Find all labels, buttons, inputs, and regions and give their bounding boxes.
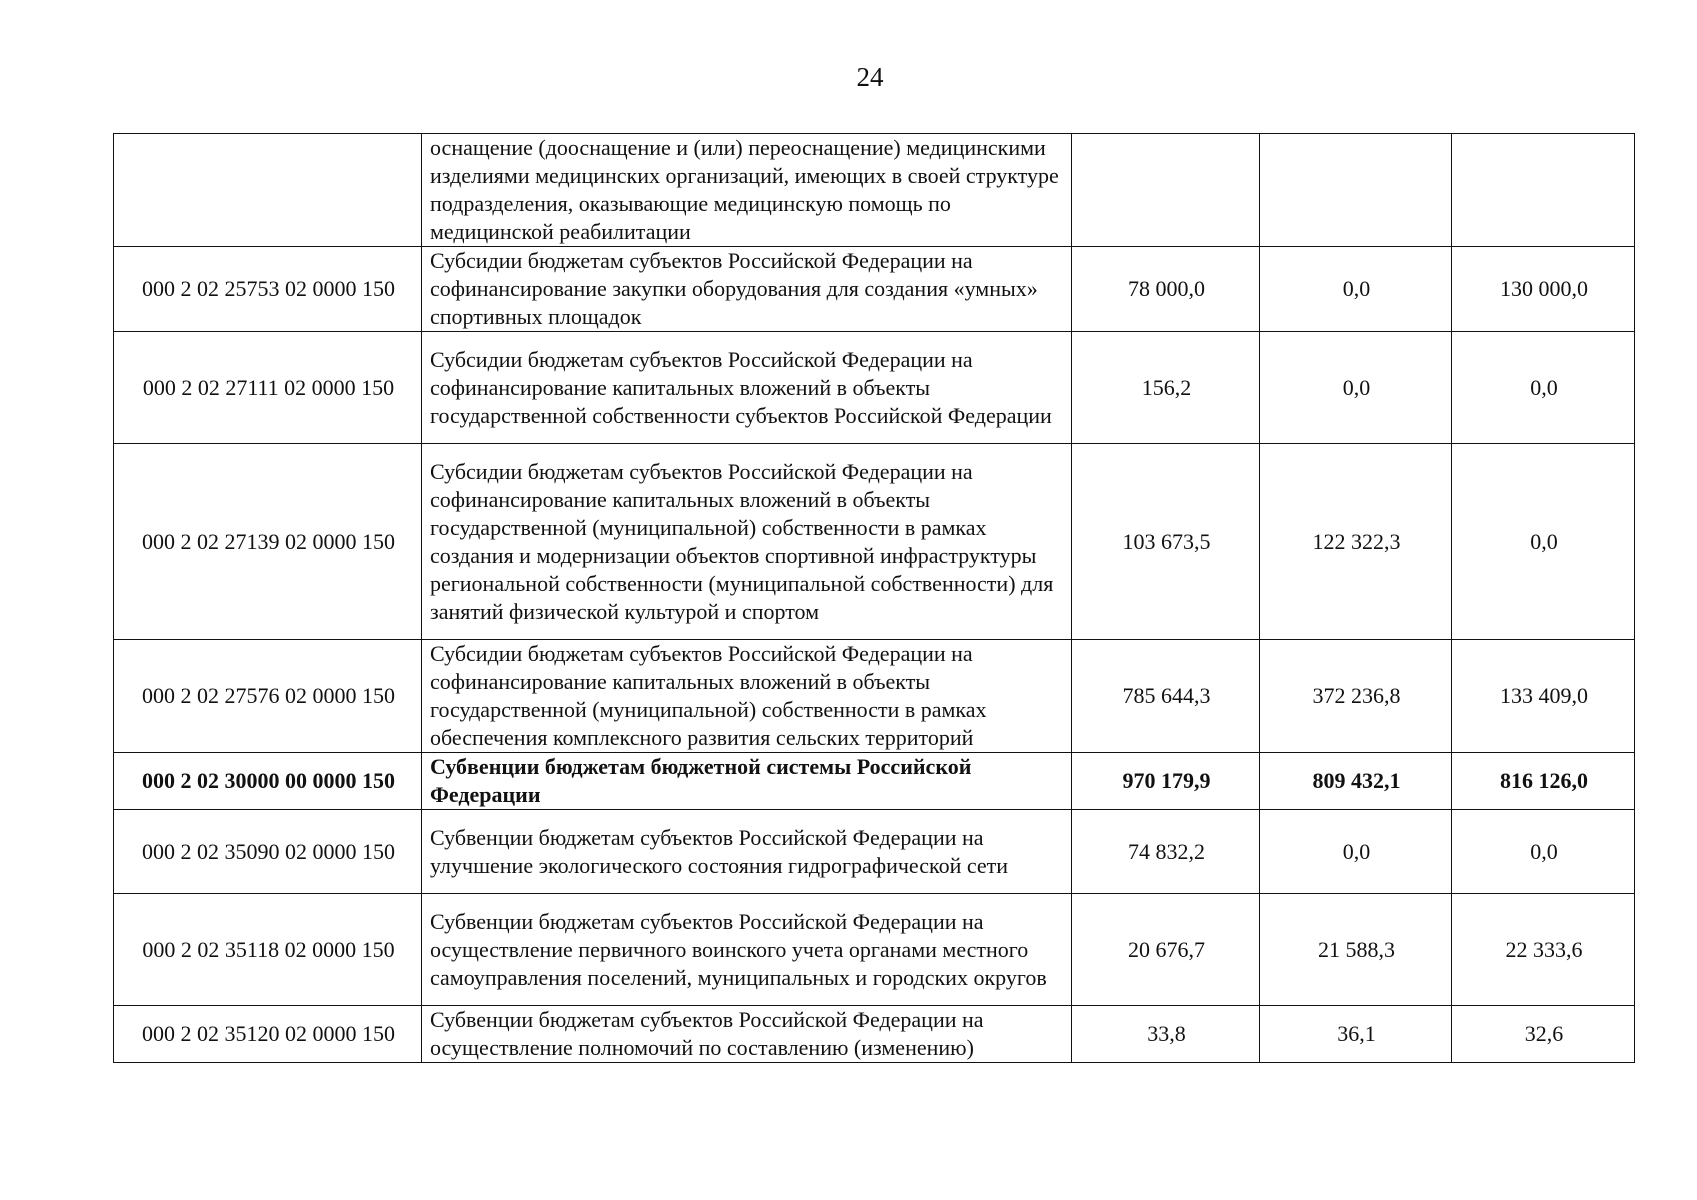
amount-cell-3: 0,0 (1452, 444, 1635, 640)
amount-cell-1: 20 676,7 (1072, 894, 1260, 1006)
table-row (114, 134, 1635, 247)
table-row (114, 753, 1635, 810)
description-cell: Субсидии бюджетам субъектов Российской Федерации на софинансирование капитальных вложений в объекты государственной (муниципальной) собственности в рамках обеспечения комплексного развития сельских территорий (422, 640, 1072, 753)
amount-cell-2 (1260, 134, 1452, 247)
amount-cell-1: 156,2 (1072, 332, 1260, 444)
table-row (114, 810, 1635, 894)
budget-code-cell: 000 2 02 35118 02 0000 150 (114, 894, 422, 1006)
page-number: 24 (856, 62, 884, 92)
amount-cell-2: 36,1 (1260, 1006, 1452, 1063)
amount-cell-3: 130 000,0 (1452, 247, 1635, 332)
table-row (114, 640, 1635, 753)
table-row (114, 444, 1635, 640)
budget-code-cell: 000 2 02 25753 02 0000 150 (114, 247, 422, 332)
description-cell: Субсидии бюджетам субъектов Российской Федерации на софинансирование капитальных вложений в объекты государственной собственности субъектов Российской Федерации (422, 332, 1072, 444)
amount-cell-2: 21 588,3 (1260, 894, 1452, 1006)
budget-code-cell: 000 2 02 27576 02 0000 150 (114, 640, 422, 753)
budget-code-cell: 000 2 02 30000 00 0000 150 (114, 753, 422, 810)
amount-cell-1: 785 644,3 (1072, 640, 1260, 753)
amount-cell-1: 78 000,0 (1072, 247, 1260, 332)
budget-code-cell (114, 134, 422, 247)
table-row (114, 332, 1635, 444)
amount-cell-2: 0,0 (1260, 810, 1452, 894)
description-cell: Субвенции бюджетам субъектов Российской Федерации на осуществление полномочий по составлению (изменению) (422, 1006, 1072, 1063)
description-cell: Субсидии бюджетам субъектов Российской Федерации на софинансирование капитальных вложений в объекты государственной (муниципальной) собственности в рамках создания и модернизации объектов спортивной инфраструктуры региональной собственности (муниципальной собственности) для занятий физической культурой и спортом (422, 444, 1072, 640)
description-cell: Субвенции бюджетам бюджетной системы Российской Федерации (422, 753, 1072, 810)
amount-cell-1: 103 673,5 (1072, 444, 1260, 640)
amount-cell-1: 33,8 (1072, 1006, 1260, 1063)
amount-cell-2: 0,0 (1260, 247, 1452, 332)
amount-cell-1: 970 179,9 (1072, 753, 1260, 810)
amount-cell-3: 133 409,0 (1452, 640, 1635, 753)
amount-cell-3 (1452, 134, 1635, 247)
description-cell: Субсидии бюджетам субъектов Российской Федерации на софинансирование закупки оборудования для создания «умных» спортивных площадок (422, 247, 1072, 332)
amount-cell-2: 0,0 (1260, 332, 1452, 444)
description-cell: Субвенции бюджетам субъектов Российской Федерации на осуществление первичного воинского учета органами местного самоуправления поселений, муниципальных и городских округов (422, 894, 1072, 1006)
amount-cell-3: 32,6 (1452, 1006, 1635, 1063)
table-row (114, 894, 1635, 1006)
budget-code-cell: 000 2 02 27111 02 0000 150 (114, 332, 422, 444)
budget-table (113, 133, 1635, 1063)
amount-cell-2: 809 432,1 (1260, 753, 1452, 810)
description-cell: оснащение (дооснащение и (или) переоснащение) медицинскими изделиями медицинских организаций, имеющих в своей структуре подразделения, оказывающие медицинскую помощь по медицинской реабилитации (422, 134, 1072, 247)
amount-cell-1: 74 832,2 (1072, 810, 1260, 894)
amount-cell-3: 0,0 (1452, 810, 1635, 894)
table-row (114, 1006, 1635, 1063)
budget-code-cell: 000 2 02 35090 02 0000 150 (114, 810, 422, 894)
budget-code-cell: 000 2 02 35120 02 0000 150 (114, 1006, 422, 1063)
table-row (114, 247, 1635, 332)
amount-cell-1 (1072, 134, 1260, 247)
amount-cell-2: 122 322,3 (1260, 444, 1452, 640)
budget-code-cell: 000 2 02 27139 02 0000 150 (114, 444, 422, 640)
amount-cell-3: 816 126,0 (1452, 753, 1635, 810)
table-body (114, 134, 1635, 1063)
amount-cell-3: 22 333,6 (1452, 894, 1635, 1006)
amount-cell-2: 372 236,8 (1260, 640, 1452, 753)
description-cell: Субвенции бюджетам субъектов Российской Федерации на улучшение экологического состояния гидрографической сети (422, 810, 1072, 894)
amount-cell-3: 0,0 (1452, 332, 1635, 444)
